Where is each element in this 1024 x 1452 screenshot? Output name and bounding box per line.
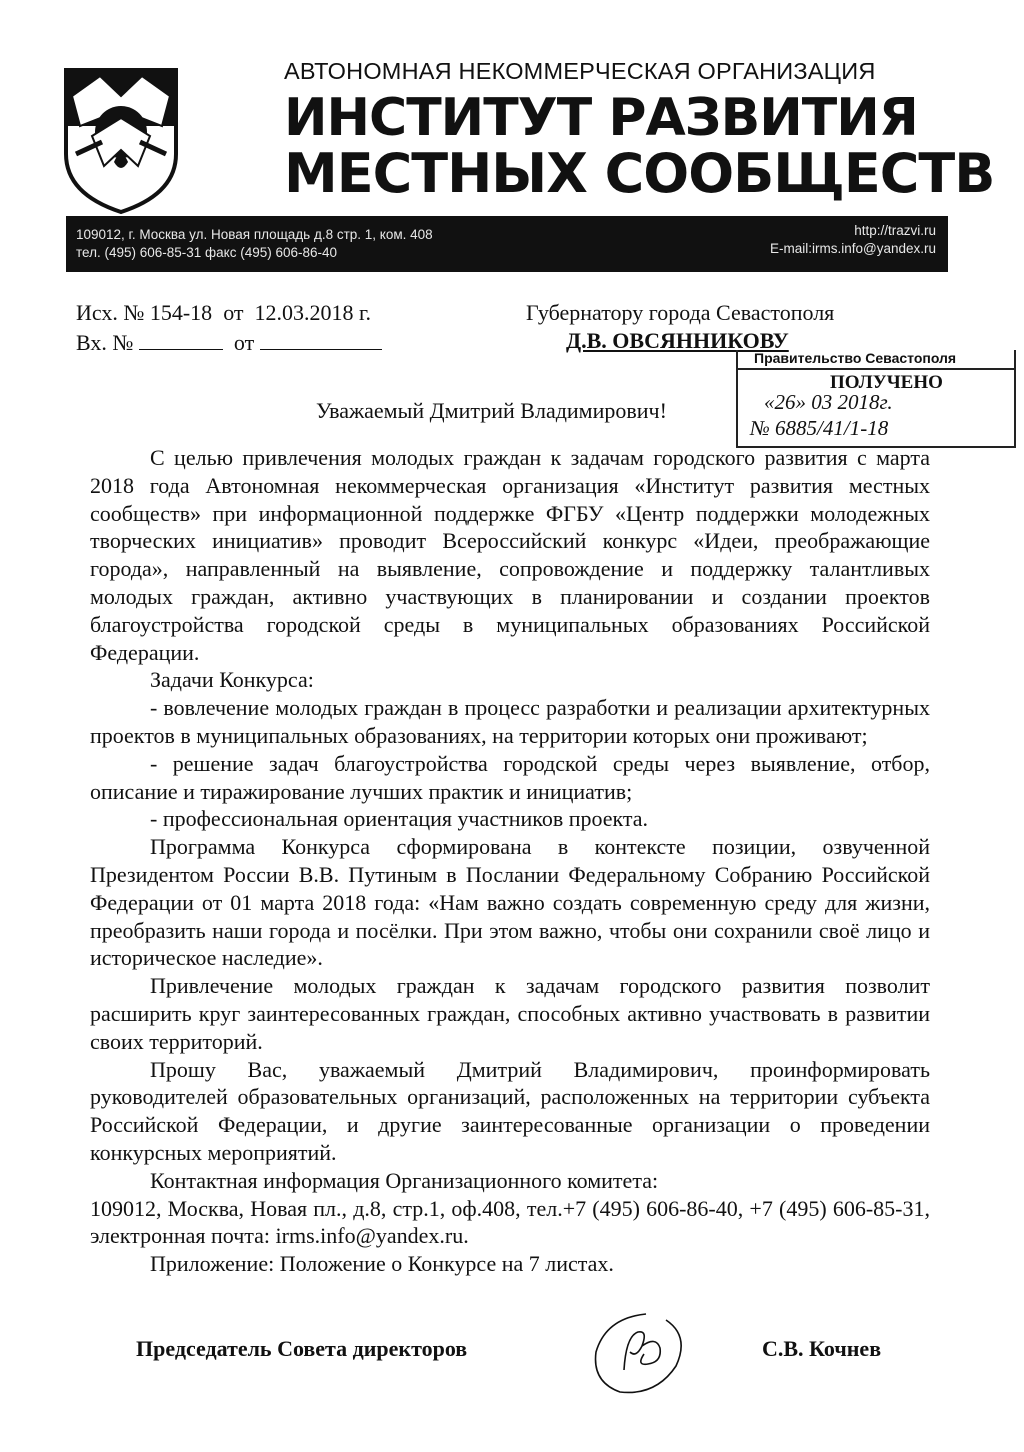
task-item: - профессиональная ориентация участников проекта. xyxy=(150,806,649,832)
incoming-reference xyxy=(76,330,382,356)
organization-title-line2: МЕСТНЫХ СООБЩЕСТВ xyxy=(284,142,995,205)
paragraph-tasks-heading: Задачи Конкурса: xyxy=(150,667,314,693)
received-stamp xyxy=(736,350,1016,448)
paragraph-contact-details: 109012, Москва, Новая пл., д.8, стр.1, оф.408, тел.+7 (495) 606-86-40, +7 (495) 606-85-31, электронная почта: irms.info@yandex.ru. xyxy=(90,1195,930,1249)
handwritten-signature xyxy=(586,1306,690,1398)
header-email[interactable]: E-mail:irms.info@yandex.ru xyxy=(769,241,936,256)
outgoing-date: 12.03.2018 г. xyxy=(254,300,372,325)
outgoing-reference xyxy=(76,300,371,326)
paragraph-contact-heading: Контактная информация Организационного комитета: xyxy=(150,1167,659,1193)
signatory-title: Председатель Совета директоров xyxy=(136,1336,468,1361)
outgoing-from-label: от xyxy=(223,300,244,325)
incoming-from-label: от xyxy=(233,330,255,355)
outgoing-number: Исх. № 154-18 xyxy=(76,300,213,325)
paragraph-intro: С целью привлечения молодых граждан к задачам городского развития с марта 2018 года Автономная некоммерческая организация «Институт развития местных сообществ» при информационной поддержке ФГБУ «Центр поддержки молодежных творческих инициатив» проводит Всероссийский конкурс «Идеи, преображающие города», направленный на выявление, сопровождение и поддержку талантливых молодых граждан, активно участвующих в планировании и создании проектов благоустройства городской среды в муниципальных образованиях Российской Федерации. xyxy=(90,445,930,665)
signatory-name: С.В. Кочнев xyxy=(762,1336,882,1361)
task-item: - вовлечение молодых граждан в процесс разработки и реализации архитектурных проектов в муниципальных образованиях, на территории которых они проживают; xyxy=(90,695,930,748)
stamp-number: № 6885/41/1-18 xyxy=(750,416,889,440)
addressee-position: Губернатору города Севастополя xyxy=(526,300,835,325)
header-address: 109012, г. Москва ул. Новая площадь д.8 стр. 1, ком. 408 xyxy=(76,227,433,242)
organization-type: АВТОНОМНАЯ НЕКОММЕРЧЕСКАЯ ОРГАНИЗАЦИЯ xyxy=(284,58,876,84)
stamp-status: ПОЛУЧЕНО xyxy=(830,372,943,393)
letter-body xyxy=(90,444,930,1278)
incoming-label: Вх. № xyxy=(76,330,134,355)
salutation: Уважаемый Дмитрий Владимирович! xyxy=(316,398,667,423)
paragraph-benefit: Привлечение молодых граждан к задачам городского развития позволит расширить круг заинтересованных граждан, способных активно участвовать в развитии своих территорий. xyxy=(90,973,930,1054)
organization-emblem xyxy=(62,66,180,216)
stamp-org: Правительство Севастополя xyxy=(754,350,957,366)
task-item: - решение задач благоустройства городской среды через выявление, отбор, описание и тиражирование лучших практик и инициатив; xyxy=(90,750,930,804)
incoming-date-blank xyxy=(260,331,382,350)
paragraph-attachment: Приложение: Положение о Конкурсе на 7 листах. xyxy=(150,1251,614,1277)
organization-title-line1: ИНСТИТУТ РАЗВИТИЯ xyxy=(284,88,918,148)
header-phone: тел. (495) 606-85-31 факс (495) 606-86-40 xyxy=(76,245,338,260)
contact-bar xyxy=(66,216,948,272)
paragraph-program: Программа Конкурса сформирована в контексте позиции, озвученной Президентом России В.В. Путиным в Послании Федеральному Собранию Российской Федерации от 01 марта 2018 года: «Нам важно создать современную среду для жизни, преобразить наши города и посёлки. При этом важно, чтобы они сохранили своё лицо и историческое наследие». xyxy=(90,834,930,971)
paragraph-request: Прошу Вас, уважаемый Дмитрий Владимирович, проинформировать руководителей образовательных организаций, расположенных на территории субъекта Российской Федерации, и другие заинтересованные организации о проведении конкурсных мероприятий. xyxy=(90,1056,930,1165)
addressee-name: Д.В. ОВСЯННИКОВУ xyxy=(566,328,789,353)
incoming-number-blank xyxy=(139,331,223,350)
stamp-divider xyxy=(738,368,1014,370)
header-website[interactable]: http://trazvi.ru xyxy=(854,223,936,238)
stamp-date: «26» 03 2018г. xyxy=(764,390,893,414)
